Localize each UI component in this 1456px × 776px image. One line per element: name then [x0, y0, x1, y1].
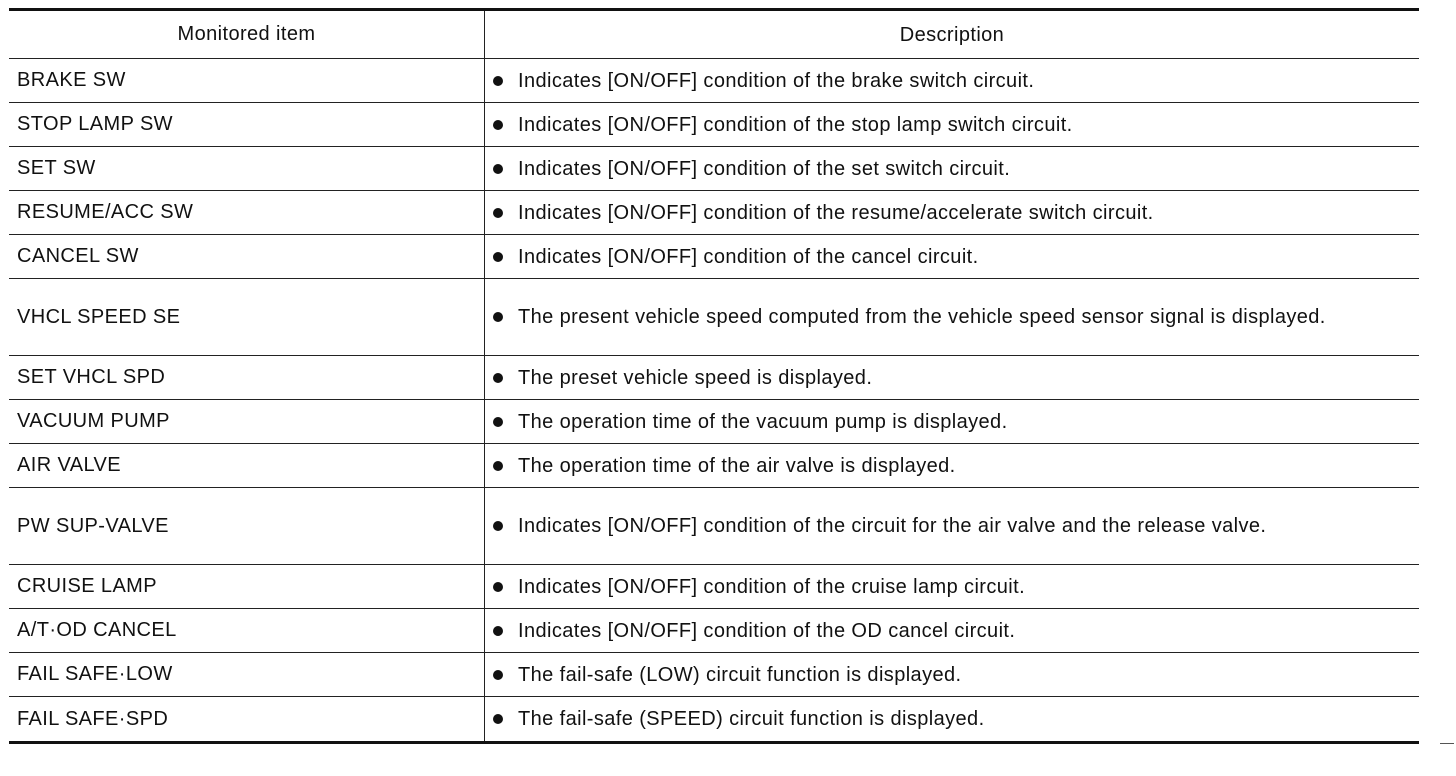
bullet-icon — [493, 312, 503, 322]
monitored-item-cell: RESUME/ACC SW — [9, 191, 485, 234]
monitored-item-cell: A/T·OD CANCEL — [9, 609, 485, 652]
monitored-item-cell: SET SW — [9, 147, 485, 190]
description-cell — [485, 400, 1419, 443]
bullet-icon — [493, 120, 503, 130]
description-cell — [485, 356, 1419, 399]
table-row — [9, 565, 1419, 609]
description-text: Indicates [ON/OFF] condition of the set switch circuit. — [518, 157, 1011, 180]
monitored-item-cell: CANCEL SW — [9, 235, 485, 278]
description-text: The present vehicle speed computed from the vehicle speed sensor signal is displayed. — [518, 306, 1326, 328]
bullet-icon — [493, 626, 503, 636]
description-cell — [485, 697, 1419, 741]
bullet-icon — [493, 373, 503, 383]
monitored-item-cell: PW SUP-VALVE — [9, 488, 485, 564]
header-monitored-item: Monitored item — [9, 11, 485, 58]
header-description: Description — [899, 23, 1005, 46]
margin-tick-mark — [1440, 743, 1454, 744]
table-row — [9, 697, 1419, 741]
description-text: The fail-safe (SPEED) circuit function is displayed. — [518, 708, 985, 730]
description-text: The fail-safe (LOW) circuit function is displayed. — [518, 663, 962, 686]
bullet-icon — [493, 164, 503, 174]
description-cell — [485, 565, 1419, 608]
description-cell — [485, 279, 1419, 355]
table-row — [9, 235, 1419, 279]
description-text: Indicates [ON/OFF] condition of the OD cancel circuit. — [518, 619, 1016, 642]
description-cell — [485, 103, 1419, 146]
table-row — [9, 653, 1419, 697]
bullet-icon — [493, 714, 503, 724]
monitored-item-cell: FAIL SAFE·LOW — [9, 653, 485, 696]
monitored-item-cell: STOP LAMP SW — [9, 103, 485, 146]
table-row — [9, 356, 1419, 400]
description-text: The operation time of the vacuum pump is displayed. — [518, 410, 1008, 433]
description-cell — [485, 444, 1419, 487]
description-text: Indicates [ON/OFF] condition of the stop lamp switch circuit. — [518, 113, 1073, 136]
table-row — [9, 488, 1419, 565]
table-row — [9, 609, 1419, 653]
description-text: Indicates [ON/OFF] condition of the circuit for the air valve and the release valve. — [518, 515, 1267, 537]
monitored-item-cell: VACUUM PUMP — [9, 400, 485, 443]
description-text: The preset vehicle speed is displayed. — [518, 366, 873, 389]
table-row — [9, 400, 1419, 444]
description-cell — [485, 609, 1419, 652]
bullet-icon — [493, 670, 503, 680]
bullet-icon — [493, 582, 503, 592]
bullet-icon — [493, 208, 503, 218]
description-text: The operation time of the air valve is displayed. — [518, 454, 956, 477]
description-text: Indicates [ON/OFF] condition of the resume/accelerate switch circuit. — [518, 201, 1154, 224]
monitored-item-cell: SET VHCL SPD — [9, 356, 485, 399]
bullet-icon — [493, 252, 503, 262]
table-row — [9, 191, 1419, 235]
description-cell — [485, 235, 1419, 278]
table-row — [9, 279, 1419, 356]
description-cell — [485, 147, 1419, 190]
description-text: Indicates [ON/OFF] condition of the cancel circuit. — [518, 245, 979, 268]
table-row — [9, 147, 1419, 191]
table-row — [9, 103, 1419, 147]
table-header-row — [9, 11, 1419, 59]
monitored-item-cell: CRUISE LAMP — [9, 565, 485, 608]
description-cell — [485, 488, 1419, 564]
monitor-table — [9, 8, 1419, 744]
description-cell — [485, 191, 1419, 234]
table-row — [9, 59, 1419, 103]
monitored-item-cell: AIR VALVE — [9, 444, 485, 487]
monitored-item-cell: VHCL SPEED SE — [9, 279, 485, 355]
bullet-icon — [493, 76, 503, 86]
description-cell — [485, 653, 1419, 696]
bullet-icon — [493, 417, 503, 427]
bullet-icon — [493, 461, 503, 471]
bullet-icon — [493, 521, 503, 531]
monitored-item-cell: FAIL SAFE·SPD — [9, 697, 485, 741]
description-cell — [485, 59, 1419, 102]
monitored-item-cell: BRAKE SW — [9, 59, 485, 102]
table-row — [9, 444, 1419, 488]
description-text: Indicates [ON/OFF] condition of the cruise lamp circuit. — [518, 575, 1026, 598]
description-text: Indicates [ON/OFF] condition of the brake switch circuit. — [518, 69, 1035, 92]
